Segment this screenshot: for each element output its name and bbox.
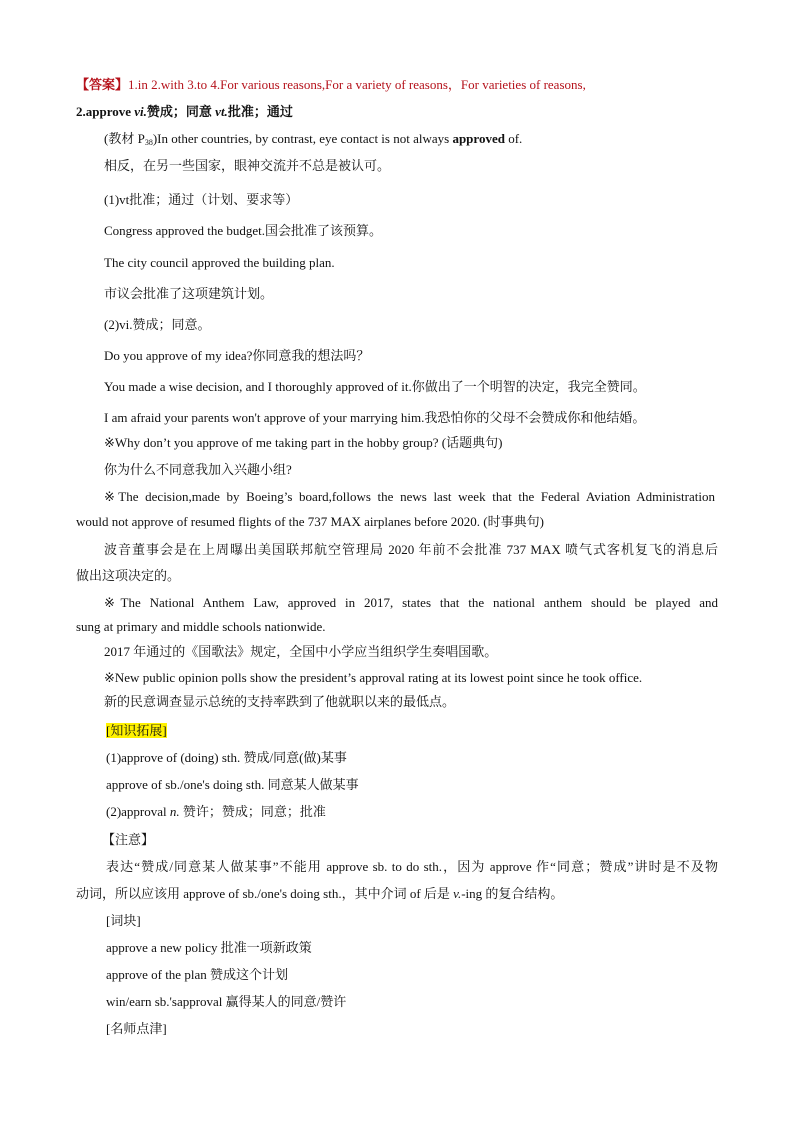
expand-item-2: approve of sb./one's doing sth. 同意某人做某事 xyxy=(106,777,359,792)
classic-q1-zh: 你为什么不同意我加入兴趣小组? xyxy=(104,462,292,477)
expand-label: [知识拓展] xyxy=(106,723,167,738)
textbook-example: (教材 $P_{38})In$ other countries, by contrast, eye contact is not always approved of. xyxy=(104,131,523,147)
sense2-example-1: Do you approve of my idea?你同意我的想法吗？ xyxy=(104,348,370,363)
note-line-1: 表达“赞成/同意某人做某事”不能用 approve sb. to do sth.，因为 approve 作“同意；赞成”讲时是不及物 xyxy=(106,859,718,874)
classic-q3-en-2: sung at primary and middle schools nationwide. xyxy=(76,619,326,634)
sense2-example-2: You made a wise decision, and I thoroughly approved of it.你做出了一个明智的决定，我完全赞同。 xyxy=(104,379,646,394)
expand-item-1: (1)approve of (doing) sth. 赞成/同意(做)某事 xyxy=(106,750,347,765)
answer-text: 1.in 2.with 3.to 4.For various reasons,For a variety of reasons，For varieties of reasons, xyxy=(128,77,586,92)
textbook-translation: 相反，在另一些国家，眼神交流并不总是被认可。 xyxy=(104,158,391,173)
classic-q2-zh-1: 波音董事会是在上周曝出美国联邦航空管理局 2020 年前不会批准 737 MAX 喷气式客机复飞的消息后 xyxy=(104,542,718,557)
phrase-3: win/earn sb.'sapproval 赢得某人的同意/赞许 xyxy=(106,994,347,1009)
entry-heading: 2.approve vi.赞成；同意 vt.批准；通过 xyxy=(76,104,293,119)
classic-q4-en: ※New public opinion polls show the president’s approval rating at its lowest point since he took office. xyxy=(104,670,643,685)
phrase-1: approve a new policy 批准一项新政策 xyxy=(106,940,312,955)
sense1-example-1: Congress approved the budget.国会批准了该预算。 xyxy=(104,223,383,238)
classic-q3-en-1: ※The National Anthem Law, approved in 2017, states that the national anthem should be played and xyxy=(104,595,718,610)
note-line-2: 动词，所以应该用 approve of sb./one's doing sth.，其中介词 of 后是 v.-ing 的复合结构。 xyxy=(76,886,564,901)
classic-q3-zh: 2017 年通过的《国歌法》规定，全国中小学应当组织学生奏唱国歌。 xyxy=(104,644,498,659)
sense1-example-2-en: The city council approved the building plan. xyxy=(104,255,335,270)
answer-line xyxy=(76,76,586,94)
sense1-title: (1)vt批准；通过（计划、要求等） xyxy=(104,192,299,207)
sense2-title: (2)vi.赞成；同意。 xyxy=(104,317,211,332)
expand-item-3: (2)approval n. 赞许；赞成；同意；批准 xyxy=(106,804,326,819)
note-label: 【注意】 xyxy=(102,832,155,847)
classic-q4-zh: 新的民意调查显示总统的支持率跌到了他就职以来的最低点。 xyxy=(104,694,456,709)
classic-q1-en: ※Why don’t you approve of me taking part in the hobby group? (话题典句) xyxy=(104,435,503,450)
answer-label: 【答案】 xyxy=(76,77,129,92)
tips-label: [名师点津] xyxy=(106,1021,167,1036)
classic-q2-en-1: ※The decision,made by Boeing’s board,follows the news last week that the Federal Aviation Administration xyxy=(104,489,715,504)
phrases-label: [词块] xyxy=(106,913,141,928)
classic-q2-en-2: would not approve of resumed flights of the 737 MAX airplanes before 2020. (时事典句) xyxy=(76,514,544,529)
sense1-example-2-zh: 市议会批准了这项建筑计划。 xyxy=(104,286,274,301)
phrase-2: approve of the plan 赞成这个计划 xyxy=(106,967,288,982)
sense2-example-3: I am afraid your parents won't approve of your marrying him.我恐怕你的父母不会赞成你和他结婚。 xyxy=(104,410,646,425)
classic-q2-zh-2: 做出这项决定的。 xyxy=(76,568,181,583)
